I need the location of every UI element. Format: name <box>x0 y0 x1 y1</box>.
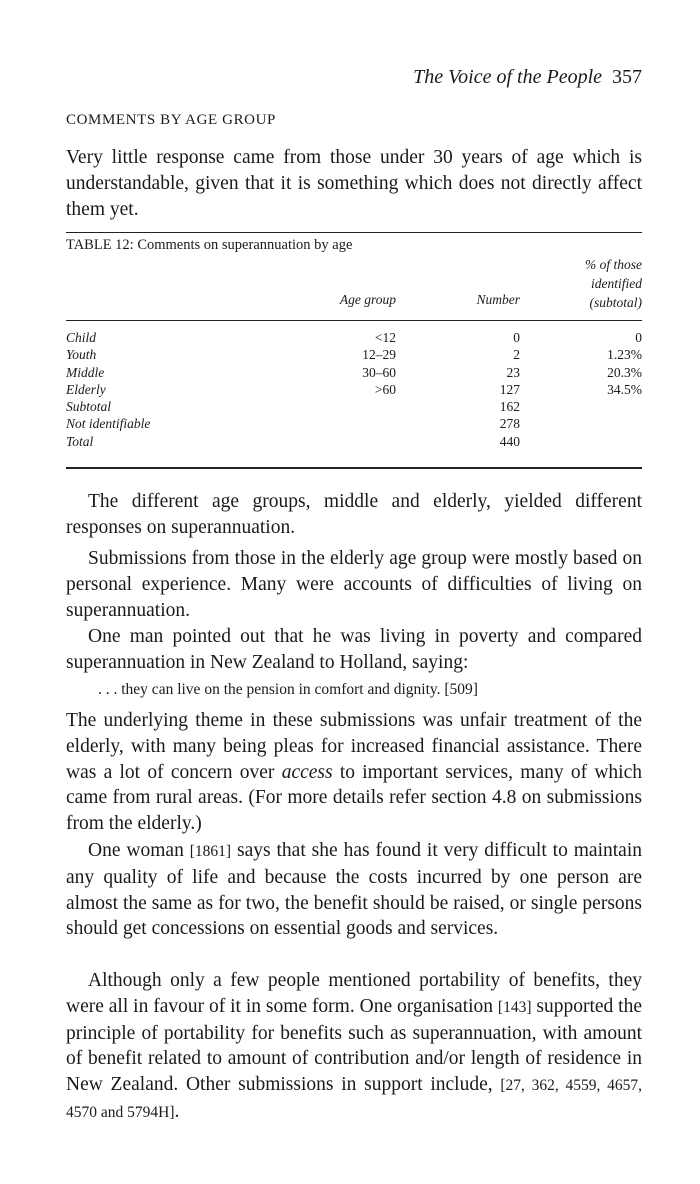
row-percent: 1.23% <box>607 347 642 363</box>
portability-text-middle: supported the principle of portability for benefits such as superannuation, with amount of benefit related to amount of contribution and/or length of residence in New Zealand. Other submissions in support include, <box>66 995 643 1096</box>
submission-reference-list: [27, 362, 4559, 4657, 4570 and 5794H] <box>66 1077 642 1121</box>
row-number: 440 <box>499 433 520 449</box>
row-number: 162 <box>499 399 520 415</box>
row-age-group: 30–60 <box>362 364 396 380</box>
header-percent <box>540 255 642 312</box>
header-age-group: Age group <box>339 292 396 307</box>
paragraph-elderly-submissions: Submissions from those in the elderly age group were mostly based on personal experience. Many were accounts of difficulties of living on superannuation. <box>66 548 642 621</box>
row-label: Subtotal <box>66 399 112 415</box>
row-label: Total <box>66 433 94 449</box>
submission-reference-143: [143] <box>497 998 532 1016</box>
intro-paragraph: Very little response came from those under 30 years of age which is understandable, given that it is something which does not directly affect them yet. <box>66 147 642 220</box>
table-top-rule <box>66 232 642 233</box>
row-age-group: 12–29 <box>362 347 396 363</box>
paragraph-portability <box>66 968 642 1126</box>
access-emphasis: access <box>281 761 333 783</box>
row-age-group: <12 <box>374 330 396 345</box>
table-body <box>66 329 642 450</box>
portability-text-end: . <box>174 1100 180 1122</box>
row-label: Not identifiable <box>66 416 151 432</box>
table-header-rule <box>66 320 642 321</box>
running-head <box>66 64 642 90</box>
table-row <box>66 398 642 415</box>
row-number: 0 <box>513 330 520 345</box>
underlying-theme-text-start: The underlying theme in these submissions was unfair treatment of the elderly, with many being pleas for increased financial assistance. There was a lot of concern over <box>66 710 642 783</box>
table-row <box>66 329 642 346</box>
row-number: 278 <box>499 416 520 432</box>
row-percent: 20.3% <box>607 364 642 380</box>
portability-text-start: Although only a few people mentioned portability of benefits, they were all in favour of it in some form. One organisation <box>66 970 642 1017</box>
table-row <box>66 346 642 363</box>
row-percent: 0 <box>635 330 642 345</box>
one-woman-text-start: One woman <box>88 840 190 861</box>
one-woman-text-end: says that she has found it very difficult to maintain any quality of life and because the costs incurred by one person are almost the same as for two, the benefit should be raised, or single persons should get concessions on essential goods and services. <box>66 840 642 940</box>
table-caption: TABLE 12: Comments on superannuation by age <box>66 237 353 253</box>
block-quote <box>98 679 638 701</box>
row-percent: 34.5% <box>607 381 642 397</box>
header-number: Number <box>476 292 520 307</box>
table-row <box>66 415 642 432</box>
row-number: 2 <box>513 347 520 363</box>
header-percent-line2: identified <box>591 276 642 291</box>
paragraph-one-man: One man pointed out that he was living in poverty and compared superannuation in New Zealand to Holland, saying: <box>66 626 642 673</box>
paragraph-one-woman <box>66 838 642 942</box>
row-label: Elderly <box>66 381 106 397</box>
table-bottom-rule <box>66 467 642 469</box>
paragraph-underlying-theme <box>66 708 642 837</box>
running-head-title: The Voice of the People <box>413 66 602 88</box>
quote-reference: [509] <box>444 681 478 698</box>
underlying-theme-text-end: to important services, many of which came from rural areas. (For more details refer section 4.8 on submissions from the elderly.) <box>66 761 642 835</box>
submission-reference-1861: [1861] <box>189 843 232 860</box>
table-row <box>66 364 642 381</box>
header-percent-line1: % of those <box>585 257 642 272</box>
paragraph-age-groups: The different age groups, middle and elderly, yielded different responses on superannuation. <box>66 491 642 538</box>
quote-text: . . . they can live on the pension in comfort and dignity. <box>98 681 441 698</box>
row-label: Middle <box>66 364 105 380</box>
header-percent-line3: (subtotal) <box>589 295 642 310</box>
row-number: 127 <box>499 381 520 397</box>
page-number: 357 <box>612 66 642 88</box>
row-number: 23 <box>506 364 520 380</box>
table-row <box>66 433 642 450</box>
row-label: Youth <box>66 347 97 363</box>
table-row <box>66 381 642 398</box>
row-age-group: >60 <box>374 381 396 397</box>
section-heading: COMMENTS BY AGE GROUP <box>66 112 276 128</box>
row-label: Child <box>66 330 97 345</box>
